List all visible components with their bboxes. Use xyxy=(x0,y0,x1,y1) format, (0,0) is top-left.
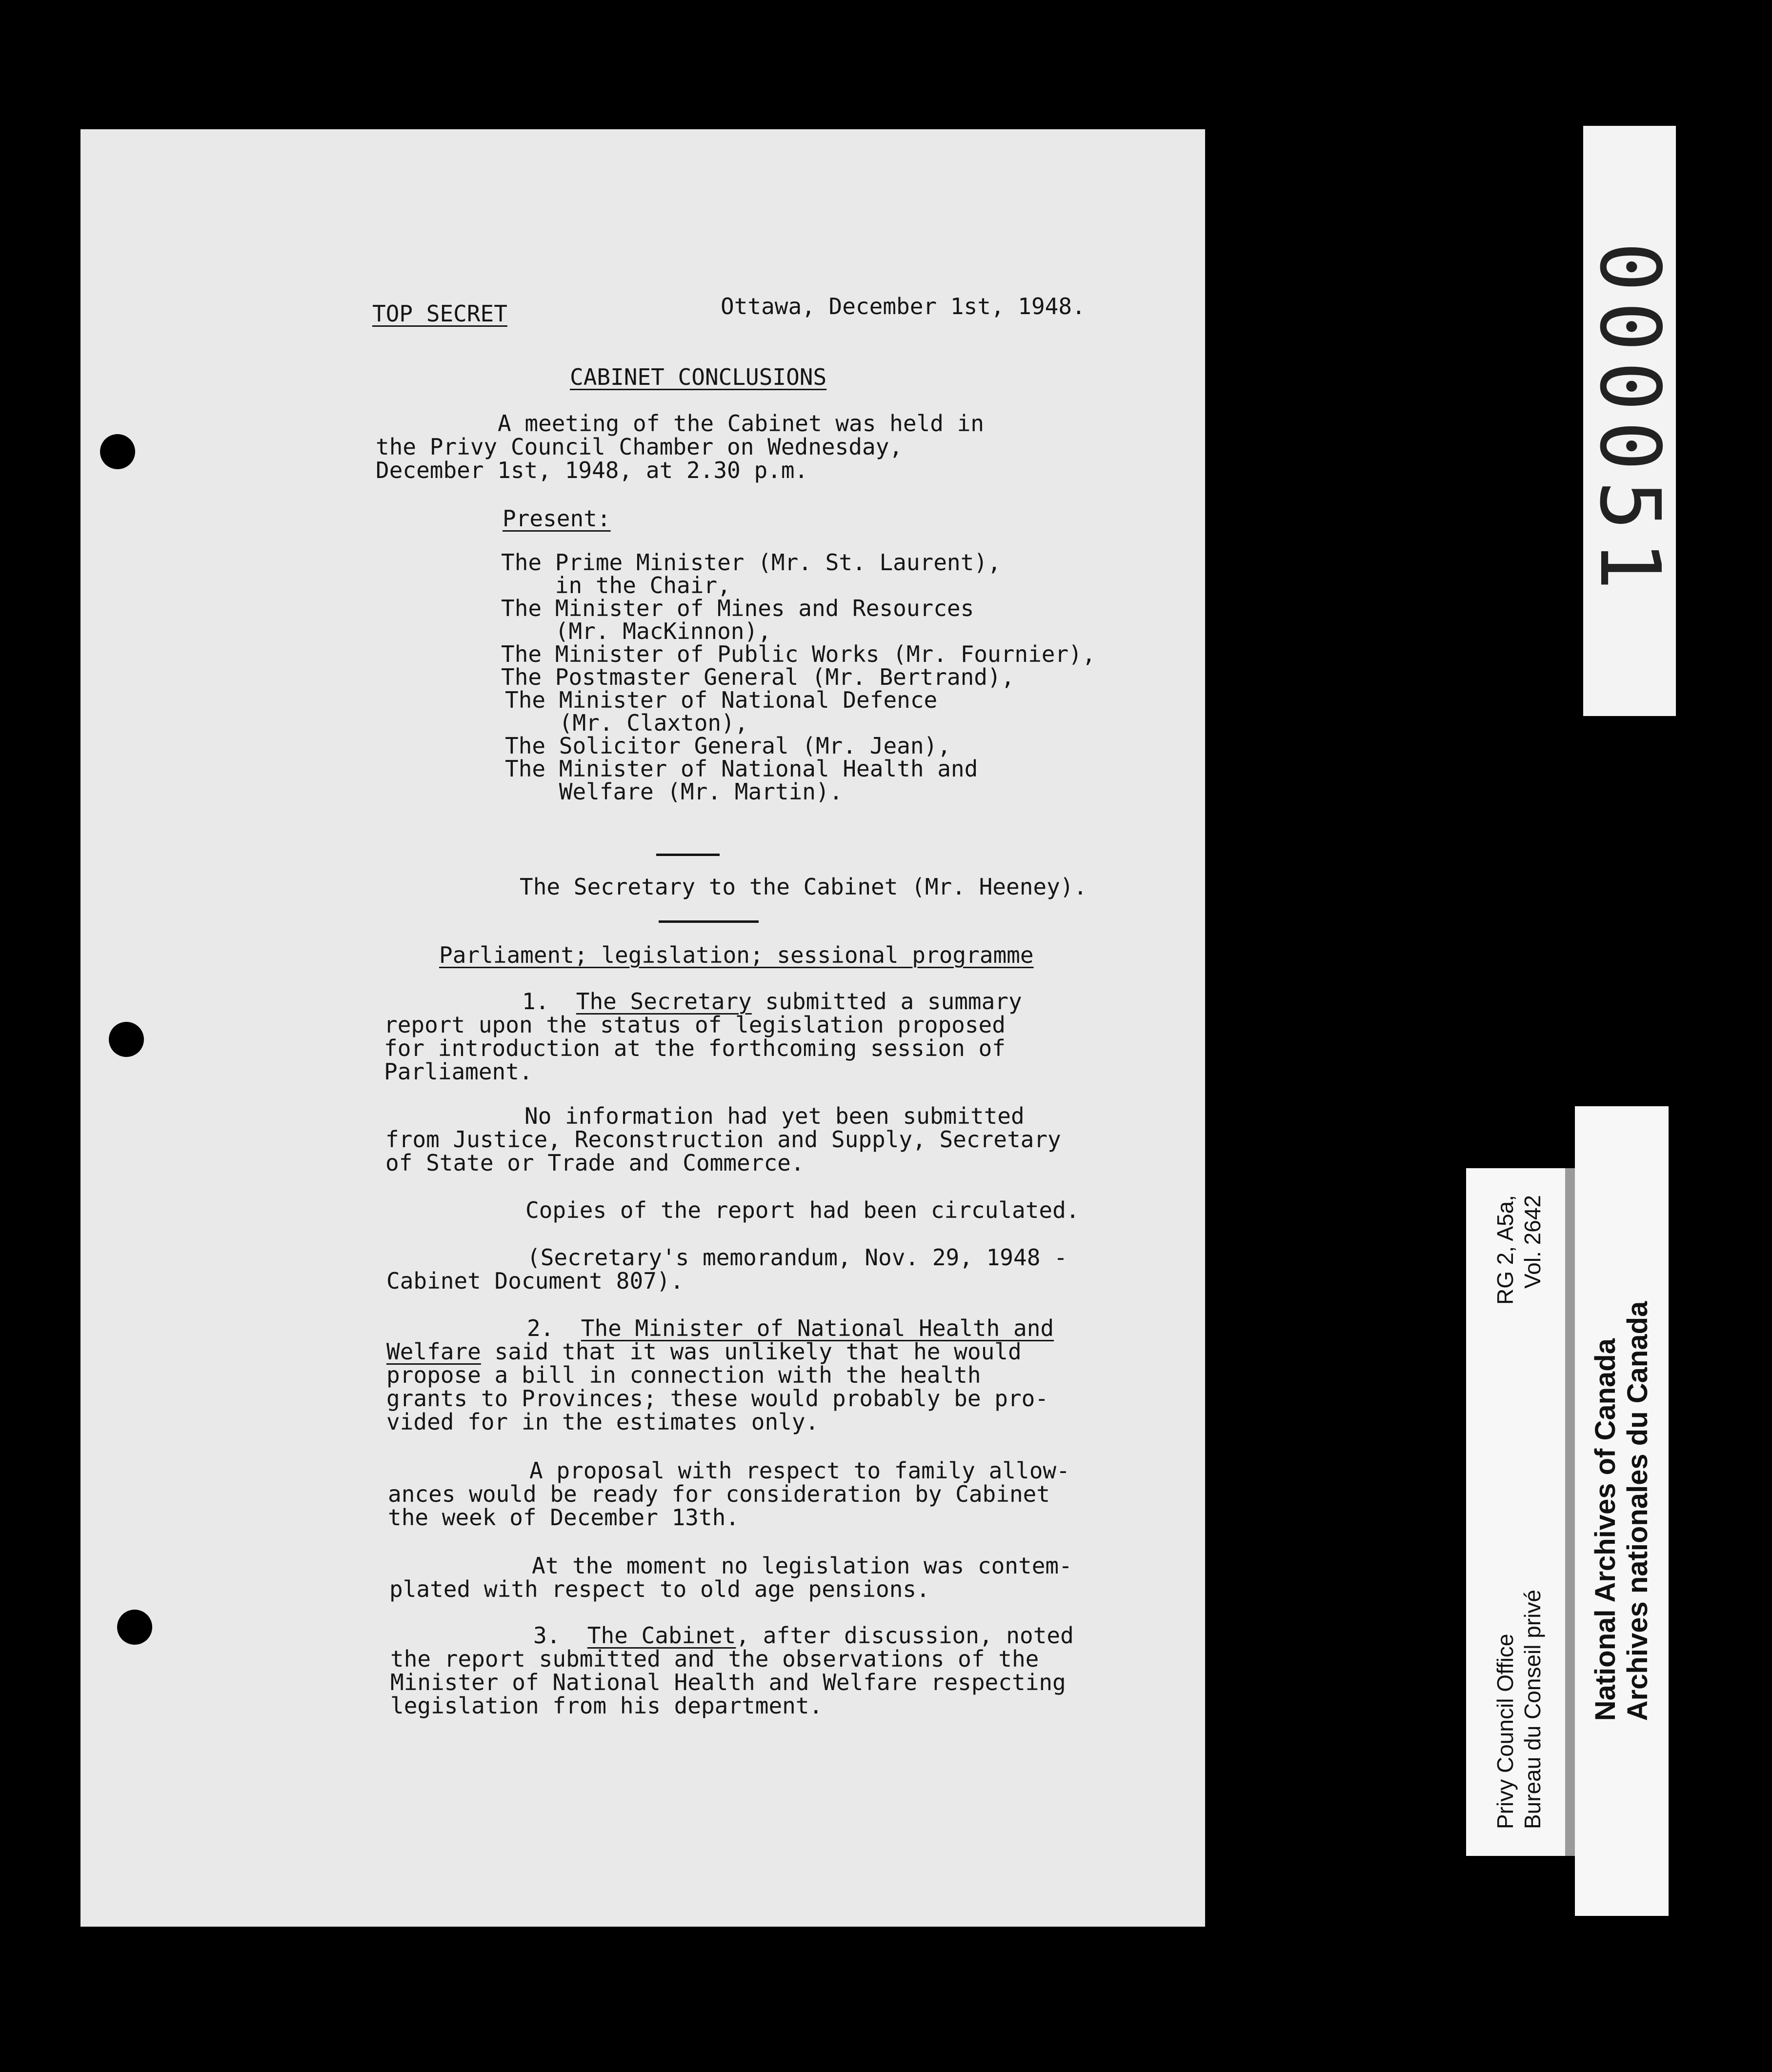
frame-number: 000051 xyxy=(1581,241,1678,600)
paragraph-line: propose a bill in connection with the health xyxy=(386,1362,981,1388)
archives-name-en: National Archives of Canada xyxy=(1590,1338,1621,1721)
present-item: The Minister of Mines and Resources xyxy=(501,595,974,621)
paragraph-text: said that it was unlikely that he would xyxy=(481,1338,1022,1365)
paragraph-line: (Secretary's memorandum, Nov. 29, 1948 - xyxy=(527,1244,1067,1271)
paragraph-line: Cabinet Document 807). xyxy=(386,1268,684,1294)
intro-line: December 1st, 1948, at 2.30 p.m. xyxy=(376,457,808,483)
paragraph-line xyxy=(527,1317,1054,1340)
classification-label: TOP SECRET xyxy=(372,300,507,327)
paragraph-lead: The Cabinet xyxy=(587,1622,736,1649)
paragraph-number: 3. xyxy=(533,1622,561,1649)
paragraph-number: 1. xyxy=(522,988,549,1015)
present-item: The Prime Minister (Mr. St. Laurent), xyxy=(501,549,1001,576)
paragraph-line: legislation from his department. xyxy=(390,1693,823,1719)
paragraph-line: plated with respect to old age pensions. xyxy=(389,1576,930,1602)
section-heading: Parliament; legislation; sessional programme xyxy=(439,942,1034,968)
intro-line: A meeting of the Cabinet was held in xyxy=(498,410,984,437)
paragraph-line xyxy=(533,1624,1074,1647)
present-item: The Minister of Public Works (Mr. Fournier), xyxy=(501,641,1096,667)
national-archives-label xyxy=(1575,1106,1669,1916)
paragraph-line: Minister of National Health and Welfare respecting xyxy=(390,1669,1066,1695)
paragraph-line: A proposal with respect to family allow- xyxy=(529,1457,1070,1484)
office-name-en: Privy Council Office xyxy=(1492,1634,1518,1829)
punch-hole-top xyxy=(100,434,135,469)
present-item: in the Chair, xyxy=(501,572,731,598)
separator-rule xyxy=(656,854,720,856)
paragraph-line: vided for in the estimates only. xyxy=(386,1409,819,1435)
intro-line: the Privy Council Chamber on Wednesday, xyxy=(376,434,903,460)
paragraph-line: Parliament. xyxy=(384,1058,533,1085)
archive-reference-label xyxy=(1466,1168,1571,1856)
separator-rule xyxy=(659,920,759,923)
archive-ref: RG 2, A5a, xyxy=(1492,1195,1518,1305)
archive-volume: Vol. 2642 xyxy=(1519,1195,1545,1289)
archives-name-fr: Archives nationales du Canada xyxy=(1622,1301,1653,1721)
paragraph-line: report upon the status of legislation proposed xyxy=(384,1012,1006,1038)
paragraph-line: At the moment no legislation was contem- xyxy=(532,1553,1072,1579)
paragraph-line: ances would be ready for consideration by Cabinet xyxy=(388,1481,1050,1507)
paragraph-line: grants to Provinces; these would probably be pro- xyxy=(386,1385,1049,1412)
paragraph-text: submitted a summary xyxy=(751,988,1022,1015)
present-item: (Mr. MacKinnon), xyxy=(501,618,771,644)
paragraph-lead: The Secretary xyxy=(576,988,752,1015)
present-item: Welfare (Mr. Martin). xyxy=(505,778,843,805)
paragraph-line: the report submitted and the observations of the xyxy=(390,1646,1039,1672)
paragraph-lead: The Minister of National Health and xyxy=(581,1315,1054,1341)
present-item: The Minister of National Health and xyxy=(505,756,978,782)
paragraph-line: the week of December 13th. xyxy=(388,1504,740,1531)
secretary-line: The Secretary to the Cabinet (Mr. Heeney). xyxy=(520,874,1087,900)
punch-hole-bottom xyxy=(117,1610,152,1645)
paragraph-line xyxy=(386,1340,1022,1363)
paragraph-lead: Welfare xyxy=(386,1338,481,1365)
present-item: The Minister of National Defence xyxy=(505,687,938,713)
paragraph-text: , after discussion, noted xyxy=(736,1622,1074,1649)
paragraph-line: from Justice, Reconstruction and Supply, Secretary xyxy=(385,1126,1061,1153)
present-item: The Solicitor General (Mr. Jean), xyxy=(505,733,951,759)
paragraph-1c: Copies of the report had been circulated. xyxy=(525,1197,1080,1223)
punch-hole-middle xyxy=(109,1022,144,1057)
paragraph-line xyxy=(522,990,1022,1013)
present-item: The Postmaster General (Mr. Bertrand), xyxy=(501,664,1015,690)
present-item: (Mr. Claxton), xyxy=(505,710,748,736)
paragraph-line: No information had yet been submitted xyxy=(524,1103,1025,1129)
label-divider xyxy=(1565,1168,1575,1856)
paragraph-line: of State or Trade and Commerce. xyxy=(385,1150,805,1176)
page-title: CABINET CONCLUSIONS xyxy=(570,364,827,390)
paragraph-line: for introduction at the forthcoming session of xyxy=(384,1035,1006,1061)
place-date: Ottawa, December 1st, 1948. xyxy=(721,293,1086,319)
paragraph-number: 2. xyxy=(527,1315,554,1341)
office-name-fr: Bureau du Conseil privé xyxy=(1519,1590,1545,1829)
present-label: Present: xyxy=(503,505,611,532)
frame-number-stamp xyxy=(1583,126,1676,716)
document-page xyxy=(81,129,1205,1927)
